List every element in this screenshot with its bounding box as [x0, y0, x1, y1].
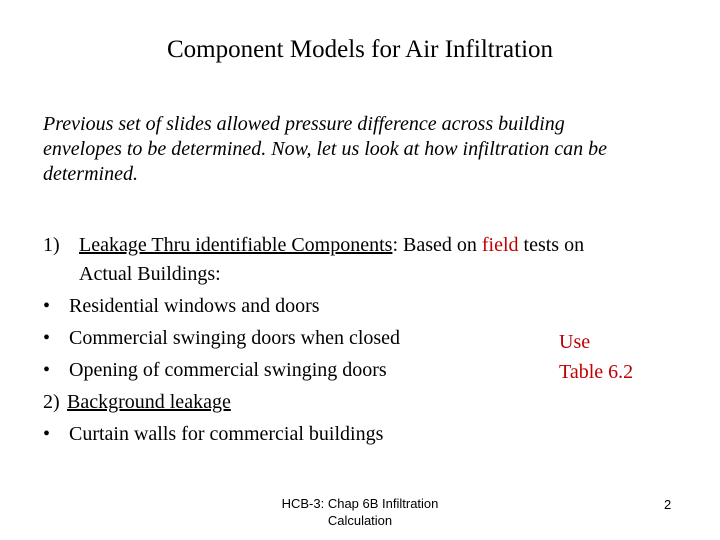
intro-line: determined.	[43, 163, 138, 185]
bullet-icon: •	[43, 295, 51, 317]
bullet-item	[43, 418, 663, 450]
list-item-1	[43, 229, 663, 261]
item-number: 2)	[43, 391, 60, 413]
bullet-text: Curtain walls for commercial buildings	[69, 423, 384, 445]
use-table-note	[559, 327, 633, 387]
item-text-continuation: Actual Buildings:	[79, 263, 221, 285]
bullet-icon: •	[43, 423, 51, 445]
bullet-text: Opening of commercial swinging doors	[69, 359, 387, 381]
footer-line: Calculation	[327, 513, 393, 528]
intro-line: envelopes to be determined. Now, let us look at how infiltration can be	[43, 138, 607, 160]
item-text	[79, 229, 584, 261]
slide-title: Component Models for Air Infiltration	[166, 36, 554, 63]
item-heading-underlined: Leakage Thru identifiable Components	[79, 234, 393, 256]
bullet-item	[43, 290, 663, 322]
note-line: Table 6.2	[559, 361, 634, 383]
list-item-1-continuation	[43, 261, 663, 290]
item-text-part: : Based on	[392, 234, 482, 256]
item-number: 1)	[43, 234, 60, 256]
bullet-icon: •	[43, 359, 51, 381]
bullet-text: Commercial swinging doors when closed	[69, 327, 401, 349]
bullet-icon: •	[43, 327, 51, 349]
note-line: Use	[559, 331, 591, 353]
item-heading-underlined: Background leakage	[67, 391, 231, 413]
highlight-word: field	[481, 234, 519, 256]
item-text-part: tests on	[518, 234, 585, 256]
intro-paragraph	[43, 112, 683, 187]
intro-line: Previous set of slides allowed pressure difference across building	[43, 113, 565, 135]
list-item-2	[43, 386, 663, 418]
slide-footer	[240, 495, 480, 529]
footer-line: HCB-3: Chap 6B Infiltration	[281, 496, 439, 511]
page-number: 2	[664, 497, 672, 512]
bullet-text: Residential windows and doors	[69, 295, 320, 317]
